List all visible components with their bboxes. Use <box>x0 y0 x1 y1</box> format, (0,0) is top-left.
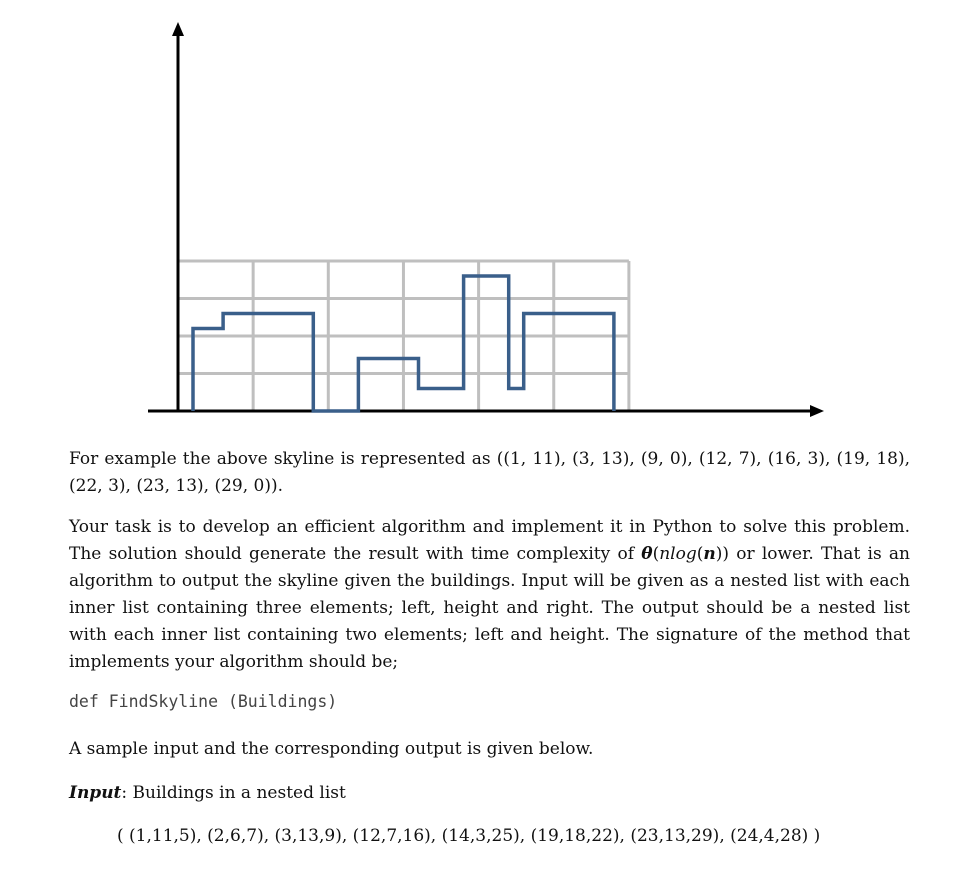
paren-close: )) <box>715 544 729 564</box>
theta-symbol: θ <box>641 544 653 564</box>
input-list: ( (1,11,5), (2,6,7), (3,13,9), (12,7,16), (14,3,25), (19,18,22), (23,13,29), (24,4,28) ) <box>117 826 821 846</box>
paren-open: ( <box>652 544 660 564</box>
y-axis-arrowhead <box>172 22 184 36</box>
input-desc: : Buildings in a nested list <box>121 783 346 803</box>
input-description <box>69 780 346 807</box>
nlog-term: nlog <box>659 544 697 564</box>
paren-open-2: ( <box>696 544 704 564</box>
axes <box>148 22 824 417</box>
x-axis-arrowhead <box>810 405 824 417</box>
task-text-b: or lower. That is an algorithm to output the skyline given the buildings. Input will be given as a nested list with each inner list containing three elements; left, height and right. The output should be a nested list with each inner list containing two elements; left and height. The signature of the method that implements your algorithm should be; <box>69 544 910 672</box>
task-text-a: Your task is to develop an efficient algorithm and implement it in Python to solve this problem. The solution should generate the result with time complexity of <box>69 517 910 564</box>
input-label: Input <box>69 783 122 803</box>
method-signature: def FindSkyline (Buildings) <box>69 692 338 711</box>
n-term: n <box>703 544 716 564</box>
example-paragraph: For example the above skyline is represented as ((1, 11), (3, 13), (9, 0), (12, 7), (16, 3), (19, 18), (22, 3), (23, 13), (29, 0)). <box>69 449 910 496</box>
grid <box>178 261 629 411</box>
sample-intro: A sample input and the corresponding output is given below. <box>69 739 594 759</box>
task-paragraph <box>69 514 910 676</box>
